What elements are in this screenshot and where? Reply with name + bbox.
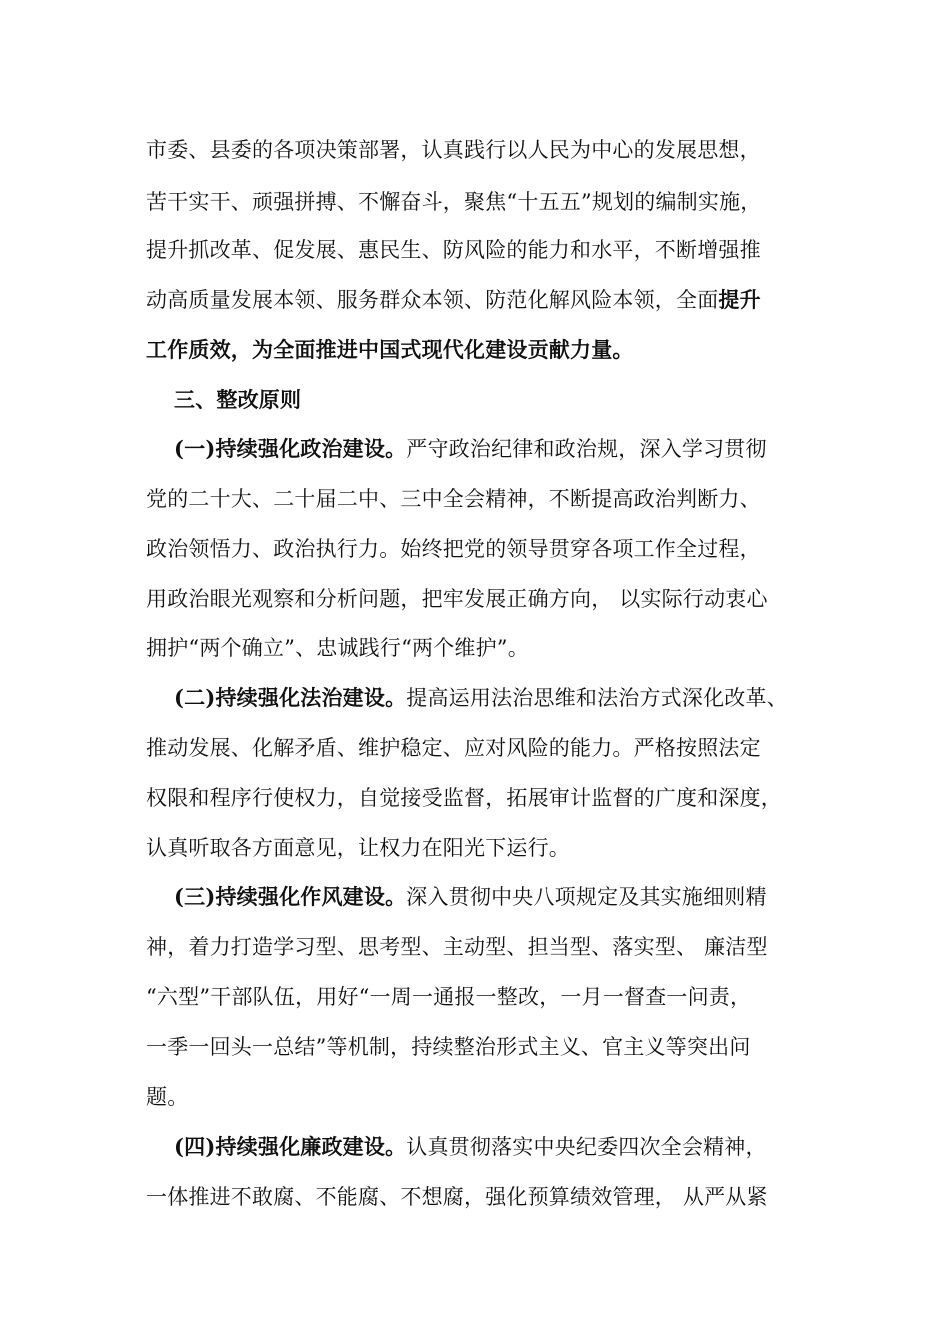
paragraph-line: 政治领悟力、政治执行力。始终把党的领导贯穿各项工作全过程，	[146, 537, 761, 561]
item-1-title: (一)持续强化政治建设。	[174, 436, 407, 461]
item-3-title: (三)持续强化作风建设。	[174, 884, 407, 909]
paragraph-text: 提高运用法治思维和法治方式深化改革、	[406, 686, 788, 710]
paragraph-line: 题。	[146, 1085, 189, 1109]
paragraph-line: 苦干实干、顽强拼搏、不懈奋斗，聚焦“十五五”规划的编制实施，	[146, 190, 762, 214]
paragraph-line: 神，着力打造学习型、思考型、主动型、担当型、落实型、 廉洁型	[146, 935, 768, 959]
paragraph-line	[146, 282, 761, 318]
item-1-first-line	[174, 431, 767, 467]
item-4-title: (四)持续强化廉政建设。	[174, 1134, 407, 1159]
paragraph-line: 拥护“两个确立”、忠诚践行“两个维护”。	[146, 636, 529, 660]
emphasis-line: 工作质效，为全面推进中国式现代化建设贡献力量。	[146, 337, 634, 362]
paragraph-line: “六型”干部队伍，用好“一周一通报一整改，一月一督查一问责，	[146, 985, 752, 1009]
paragraph-text: 认真贯彻落实中央纪委四次全会精神，	[406, 1135, 767, 1159]
paragraph-line: 一季一回头一总结”等机制，持续整治形式主义、官主义等突出问	[146, 1035, 751, 1059]
paragraph-text: 动高质量发展本领、服务群众本领、防范化解风险本领，全面	[146, 288, 719, 312]
paragraph-text: 深入贯彻中央八项规定及其实施细则精	[406, 885, 767, 909]
item-2-first-line	[174, 680, 788, 716]
paragraph-line: 市委、县委的各项决策部署，认真践行以人民为中心的发展思想，	[146, 138, 761, 162]
item-4-first-line	[174, 1129, 767, 1165]
paragraph-line: 提升抓改革、促发展、惠民生、防风险的能力和水平，不断增强推	[146, 238, 761, 262]
paragraph-text: 严守政治纪律和政治规，深入学习贯彻	[406, 437, 767, 461]
paragraph-line: 党的二十大、二十届二中、三中全会精神，不断提高政治判断力、	[146, 487, 761, 511]
paragraph-line: 认真听取各方面意见，让权力在阳光下运行。	[146, 836, 570, 860]
item-2-title: (二)持续强化法治建设。	[174, 685, 407, 710]
section-heading: 三、整改原则	[174, 387, 302, 412]
paragraph-line: 用政治眼光观察和分析问题，把牢发展正确方向， 以实际行动衷心	[146, 587, 768, 611]
paragraph-line: 推动发展、化解矛盾、维护稳定、应对风险的能力。严格按照法定	[146, 736, 761, 760]
item-3-first-line	[174, 879, 767, 915]
emphasis-text: 提升	[718, 287, 761, 312]
paragraph-line: 权限和程序行使权力，自觉接受监督，拓展审计监督的广度和深度，	[146, 786, 782, 810]
paragraph-line: 一体推进不敢腐、不能腐、不想腐，强化预算绩效管理， 从严从紧	[146, 1185, 768, 1209]
